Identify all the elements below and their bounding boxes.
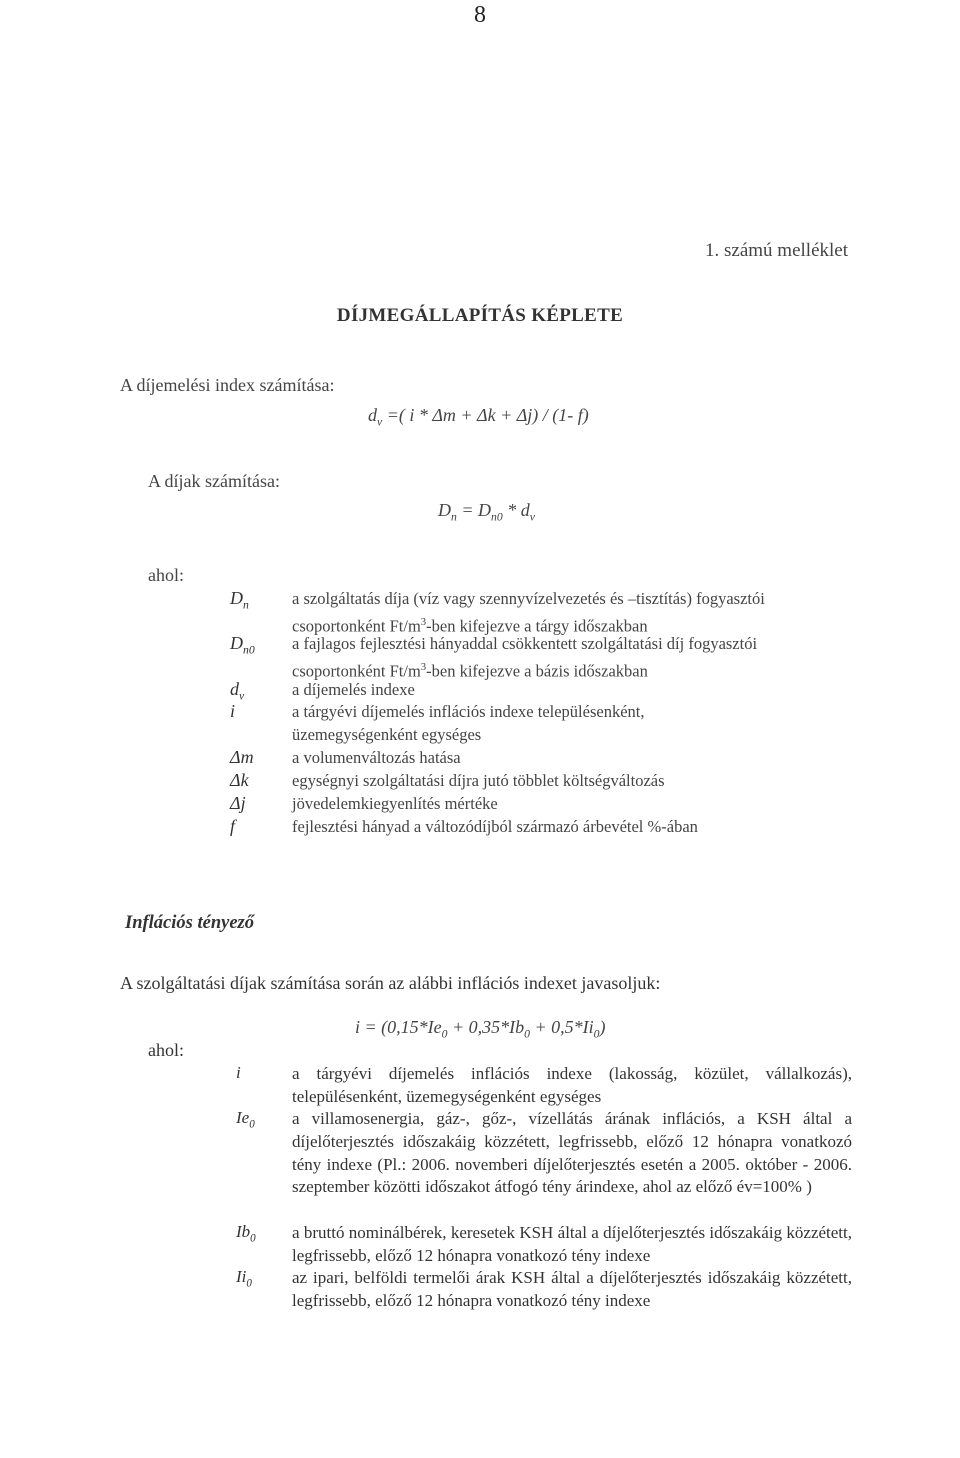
inflation-definition-i: a tárgyévi díjemelés inflációs indexe (lakosság, közület, vállalkozás), településenként, üzemegységenként egységes bbox=[292, 1064, 852, 1106]
definition-line: a tárgyévi díjemelés inflációs indexe településenként, bbox=[292, 702, 645, 721]
inflation-definition-ib0: a bruttó nominálbérek, keresetek KSH által a díjelőterjesztés időszakáig közzétett, legfrissebb, előző 12 hónapra vonatkozó tény indexe bbox=[292, 1223, 852, 1265]
definition-dn bbox=[292, 588, 765, 638]
definition-line: csoportonként $Ft/m^3$-ben kifejezve a tárgy időszakban bbox=[292, 615, 648, 635]
symbol-dn: $D_n$ bbox=[230, 588, 249, 612]
definition-dn0 bbox=[292, 633, 757, 683]
symbol-dv: $d_v$ bbox=[230, 679, 245, 703]
index-calc-label: A díjemelési index számítása: bbox=[120, 375, 335, 395]
index-formula: $d_v$ =( i * Δm + Δk + Δj) / (1- f) bbox=[368, 405, 589, 429]
symbol-delta-j: Δj bbox=[230, 793, 246, 813]
inflation-definition-ie0: a villamosenergia, gáz-, gőz-, vízellátás árának inflációs, a KSH által a díjelőterjesztés időszakáig közzétett, legfrissebb, előző 12 hónapra vonatkozó tény indexe (Pl.: 2006. novemberi díjelőterjesztés esetén a 2005. október - 2006. szeptember közötti időszakot átfogó tény árindexe, ahol az előző év=100% ) bbox=[292, 1109, 852, 1197]
definition-dv: a díjemelés indexe bbox=[292, 680, 415, 699]
page-number: 8 bbox=[474, 2, 486, 28]
inflation-symbol-ie0: $Ie_0$ bbox=[236, 1108, 255, 1131]
definition-delta-m: a volumenváltozás hatása bbox=[292, 748, 461, 767]
definition-delta-j: jövedelemkiegyenlítés mértéke bbox=[292, 794, 498, 813]
inflation-symbol-ib0: $Ib_0$ bbox=[236, 1222, 256, 1245]
inflation-definition-ii0: az ipari, belföldi termelői árak KSH által a díjelőterjesztés időszakáig közzétett, legfrissebb, előző 12 hónapra vonatkozó tény indexe bbox=[292, 1268, 852, 1310]
definition-line: üzemegységenként egységes bbox=[292, 724, 482, 744]
definition-i bbox=[292, 701, 645, 746]
inflation-where-label: ahol: bbox=[148, 1040, 184, 1060]
where-label: ahol: bbox=[148, 565, 184, 585]
inflation-symbol-ii0: $Ii_0$ bbox=[236, 1267, 252, 1290]
definition-f: fejlesztési hányad a változódíjból származó árbevétel %-ában bbox=[292, 817, 698, 836]
inflation-heading: Inflációs tényező bbox=[125, 913, 254, 933]
symbol-f: f bbox=[230, 816, 236, 836]
definition-line: csoportonként $Ft/m^3$-ben kifejezve a bázis időszakban bbox=[292, 660, 648, 680]
symbol-delta-k: Δk bbox=[230, 770, 249, 790]
annex-label: 1. számú melléklet bbox=[705, 240, 848, 261]
definition-delta-k: egységnyi szolgáltatási díjra jutó többlet költségváltozás bbox=[292, 771, 665, 790]
symbol-dn0: $D_{n0}$ bbox=[230, 633, 255, 657]
definition-line: a szolgáltatás díja (víz vagy szennyvízelvezetés és –tisztítás) fogyasztói bbox=[292, 589, 765, 608]
inflation-formula: $i = (0,15*Ie_0 + 0,35*Ib_0 + 0,5*Ii_0)$ bbox=[355, 1017, 606, 1041]
page-title: DÍJMEGÁLLAPÍTÁS KÉPLETE bbox=[336, 305, 624, 326]
inflation-intro: A szolgáltatási díjak számítása során az alábbi inflációs indexet javasoljuk: bbox=[120, 973, 661, 993]
symbol-i: i bbox=[230, 701, 236, 721]
symbol-delta-m: Δm bbox=[230, 747, 254, 767]
definition-line: a fajlagos fejlesztési hányaddal csökkentett szolgáltatási díj fogyasztói bbox=[292, 634, 758, 653]
fee-calc-label: A díjak számítása: bbox=[148, 471, 280, 491]
fee-formula: $D_n = D_{n0} * d_v$ bbox=[438, 500, 535, 524]
inflation-symbol-i: i bbox=[236, 1063, 241, 1082]
